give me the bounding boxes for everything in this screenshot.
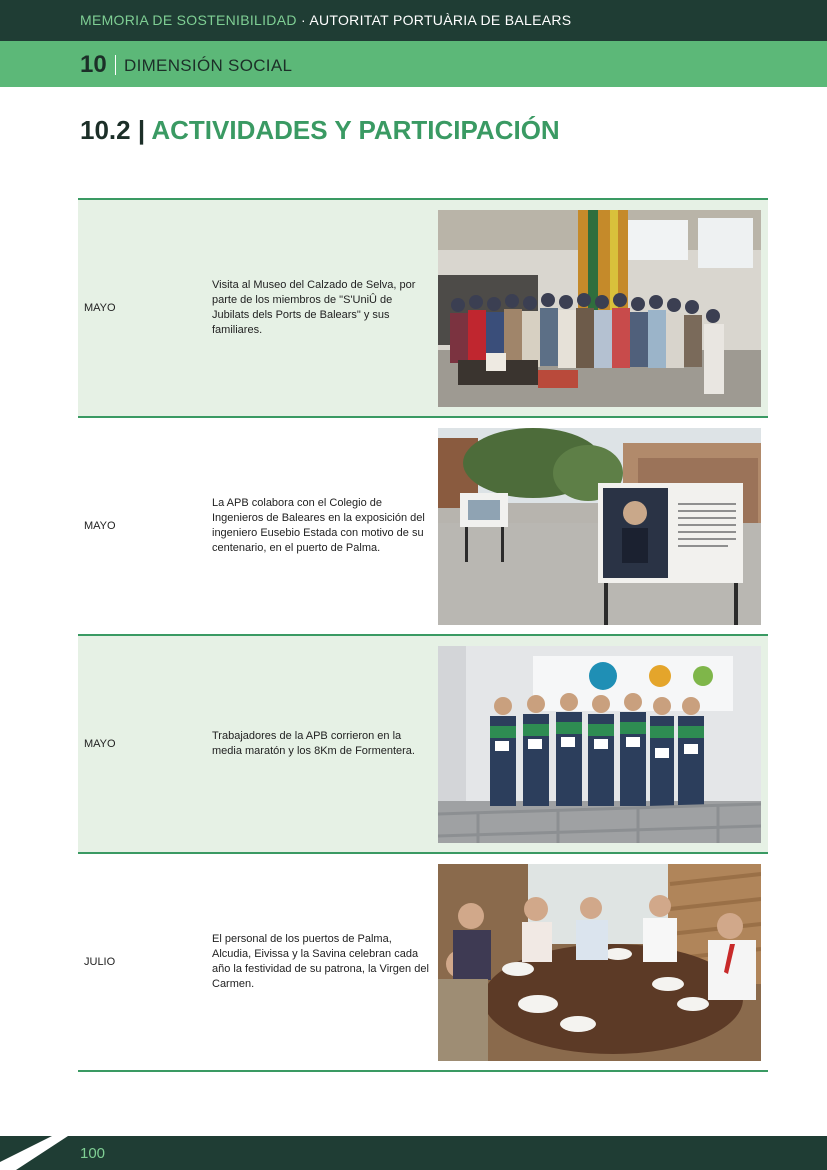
row-description: El personal de los puertos de Palma, Alcudia, Eivissa y la Savina celebran cada año la festividad de su patrona, la Virgen del Carmen. [212,933,429,990]
table-row [78,416,768,634]
row-month: MAYO [84,738,116,750]
table-row [78,198,768,416]
organization-name: · AUTORITAT PORTUÀRIA DE BALEARS [296,12,572,28]
footer-bar [0,1136,827,1170]
section-title: DIMENSIÓN SOCIAL [124,56,293,75]
page-number: 100 [80,1145,106,1162]
header-text [80,0,571,41]
museum-visit-photo [438,210,761,407]
row-description: La APB colabora con el Colegio de Ingenieros de Baleares en la exposición del ingeniero Eusebio Estada con motivo de su centenario, en el puerto de Palma. [212,497,425,554]
table-row [78,852,768,1072]
exhibition-photo [438,428,761,625]
top-header-bar [0,0,827,41]
row-description: Visita al Museo del Calzado de Selva, por parte de los miembros de "S'UniÛ de Jubilats dels Ports de Balears" y sus familiares. [212,279,416,336]
section-bar [0,41,827,87]
activities-table [78,198,768,1072]
celebration-dinner-photo [438,864,761,1061]
row-month: MAYO [84,520,116,532]
report-title: MEMORIA DE SOSTENIBILIDAD [80,12,297,28]
section-divider [115,55,116,75]
table-row [78,634,768,852]
row-description: Trabajadores de la APB corrieron en la media maratón y los 8Km de Formentera. [212,730,415,757]
page-title-number: 10.2 | [80,115,146,145]
page-title-text: ACTIVIDADES Y PARTICIPACIÓN [145,115,560,145]
section-number: 10 [80,51,107,78]
marathon-photo [438,646,761,843]
row-month: JULIO [84,956,116,968]
row-month: MAYO [84,302,116,314]
page-title [80,114,560,146]
footer-stripe-decoration [0,1136,70,1170]
